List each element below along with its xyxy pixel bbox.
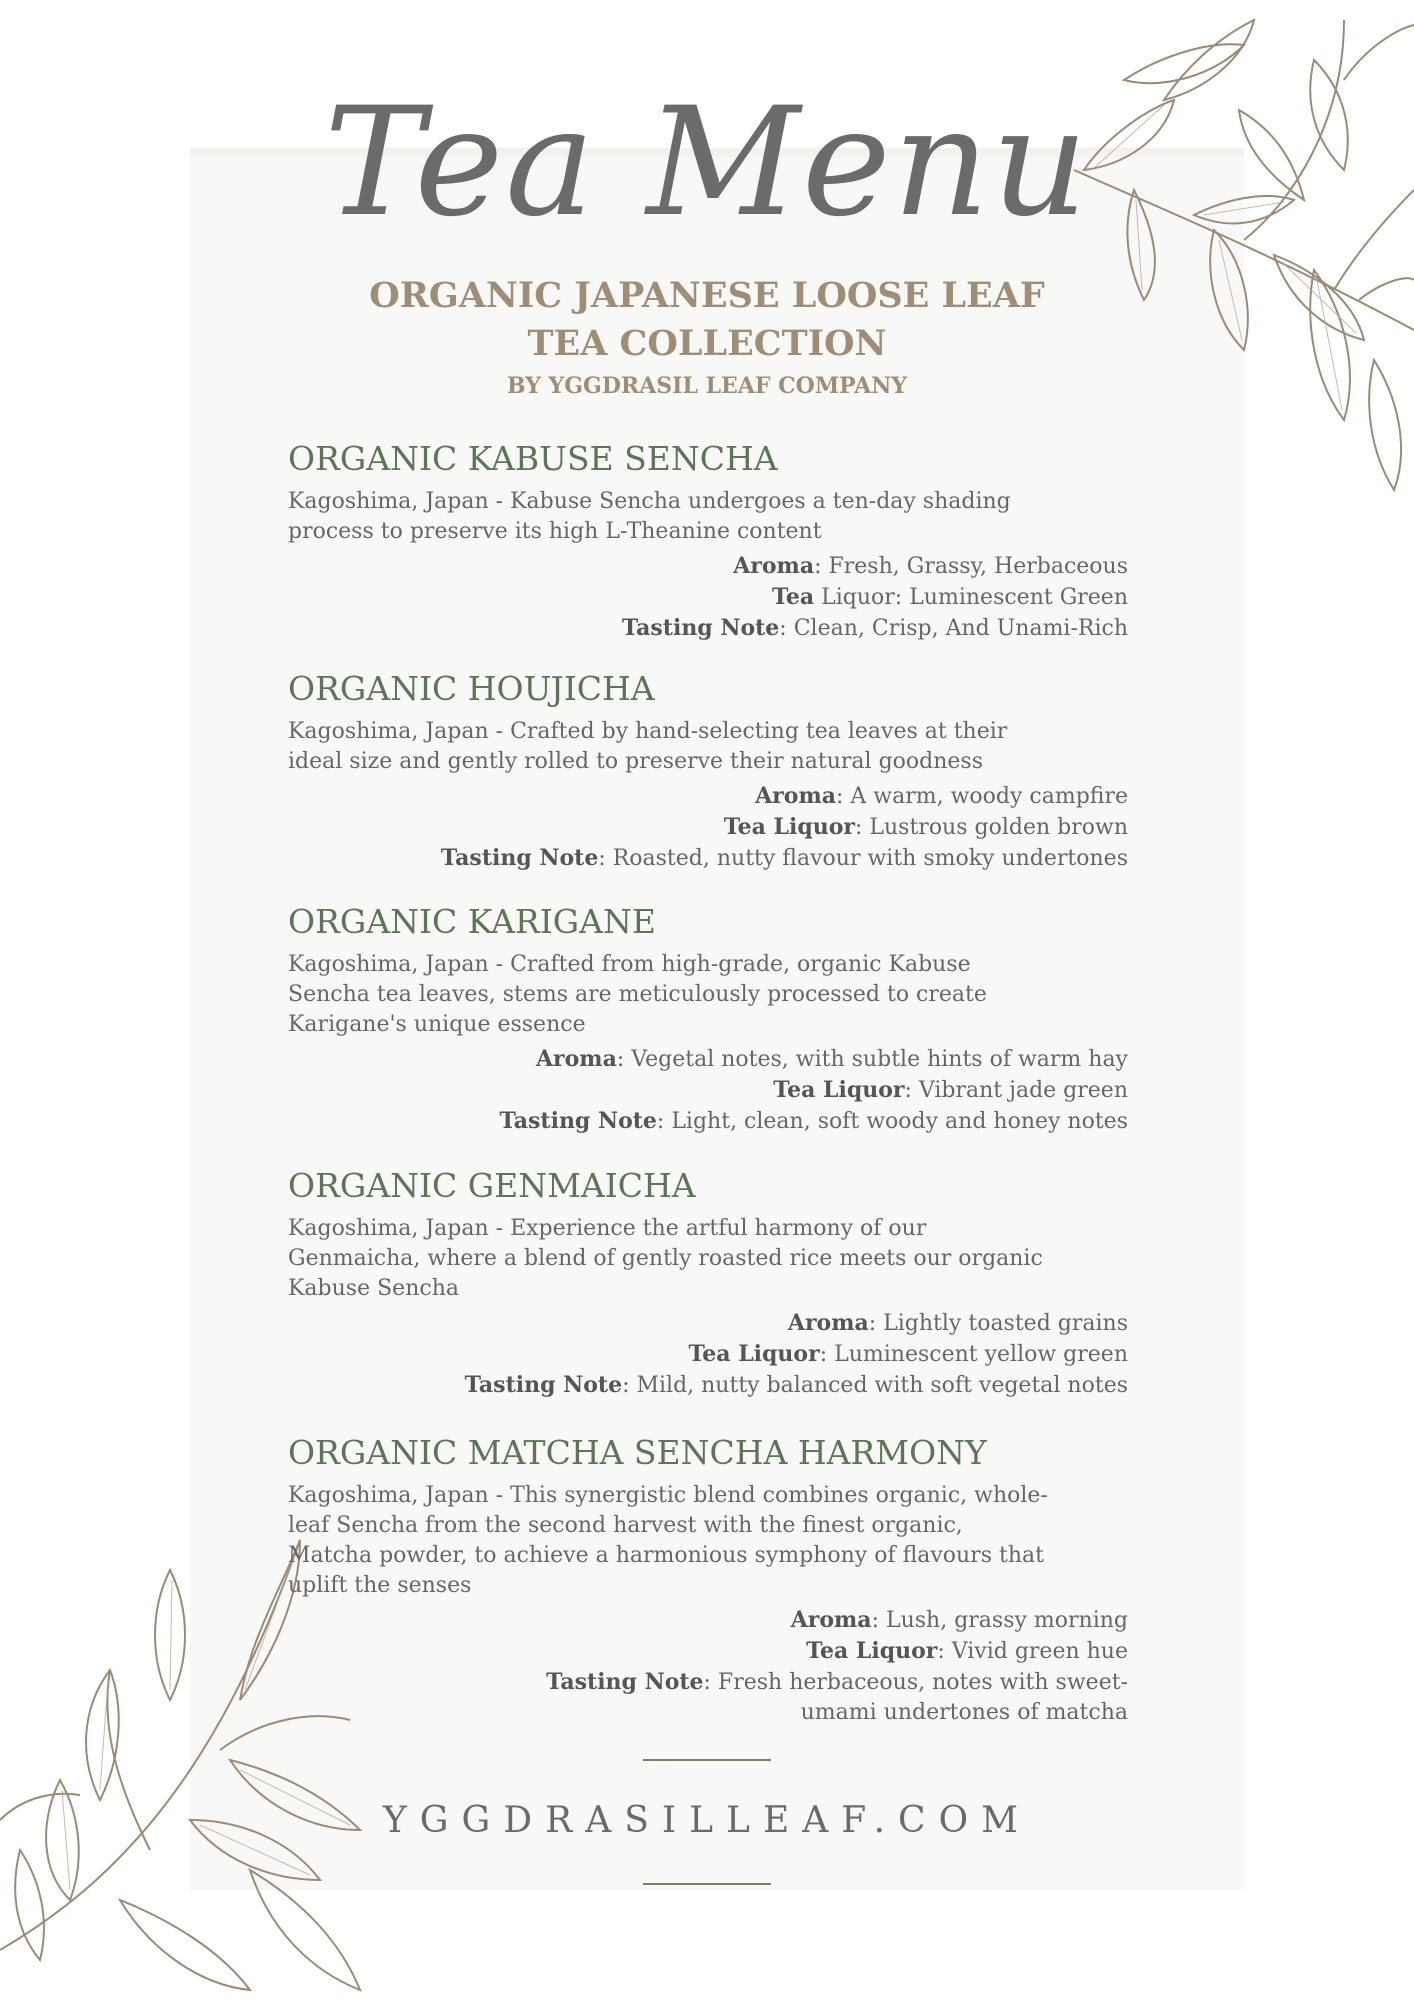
tea-notes xyxy=(288,1044,1128,1137)
liquor-value: Liquor: Luminescent Green xyxy=(814,585,1128,610)
aroma-value: : Fresh, Grassy, Herbaceous xyxy=(814,554,1128,579)
tea-description: Kagoshima, Japan - This synergistic blend combines organic, whole-leaf Sencha from the second harvest with the finest organic, Matcha powder, to achieve a harmonious symphony of flavours that uplift the senses xyxy=(288,1483,1048,1598)
liquor-line xyxy=(288,582,1128,613)
liquor-value: : Vivid green hue xyxy=(937,1639,1128,1664)
tasting-value: : Light, clean, soft woody and honey notes xyxy=(656,1109,1128,1134)
tea-name: ORGANIC KABUSE SENCHA xyxy=(288,439,778,478)
liquor-label: Tea Liquor xyxy=(723,814,855,840)
aroma-value: : A warm, woody campfire xyxy=(835,784,1128,809)
subtitle-line-1: ORGANIC JAPANESE LOOSE LEAF xyxy=(369,275,1045,316)
tea-name: ORGANIC KARIGANE xyxy=(288,902,656,941)
liquor-label: Tea xyxy=(772,584,815,610)
tasting-label: Tasting Note xyxy=(464,1372,623,1398)
aroma-label: Aroma xyxy=(787,1310,869,1336)
divider-bottom xyxy=(643,1883,771,1885)
tasting-line xyxy=(288,1667,1128,1728)
tasting-line xyxy=(288,1106,1128,1137)
aroma-label: Aroma xyxy=(755,783,836,809)
tasting-line xyxy=(288,1370,1128,1401)
tea-name: ORGANIC HOUJICHA xyxy=(288,669,655,708)
tasting-value: : Fresh herbaceous, notes with sweet-umami undertones of matcha xyxy=(703,1670,1128,1725)
tea-item-houjicha xyxy=(288,667,1128,874)
tea-name: ORGANIC MATCHA SENCHA HARMONY xyxy=(288,1433,987,1472)
aroma-label: Aroma xyxy=(790,1607,872,1633)
tea-name: ORGANIC GENMAICHA xyxy=(288,1166,696,1205)
company-byline: BY YGGDRASIL LEAF COMPANY xyxy=(506,373,908,399)
menu-title: Tea Menu xyxy=(324,76,1090,250)
tea-notes xyxy=(288,1605,1128,1728)
tea-description: Kagoshima, Japan - Crafted by hand-selecting tea leaves at their ideal size and gently rolled to preserve their natural goodness xyxy=(288,719,1008,774)
subtitle-line-2: TEA COLLECTION xyxy=(527,323,887,364)
tea-notes xyxy=(288,1308,1128,1401)
aroma-line xyxy=(288,1605,1128,1636)
liquor-value: : Luminescent yellow green xyxy=(819,1342,1128,1367)
aroma-line xyxy=(288,1044,1128,1075)
tasting-value: : Roasted, nutty flavour with smoky undertones xyxy=(598,846,1128,871)
liquor-value: : Vibrant jade green xyxy=(904,1078,1128,1103)
tea-description: Kagoshima, Japan - Crafted from high-grade, organic Kabuse Sencha tea leaves, stems are meticulously processed to create Karigane's unique essence xyxy=(288,952,987,1037)
liquor-value: : Lustrous golden brown xyxy=(854,815,1128,840)
collection-subtitle xyxy=(0,272,1414,368)
liquor-label: Tea Liquor xyxy=(688,1341,820,1367)
tea-item-kabuse-sencha xyxy=(288,437,1128,644)
liquor-line xyxy=(288,1339,1128,1370)
aroma-line xyxy=(288,781,1128,812)
tea-item-matcha-sencha-harmony xyxy=(288,1431,1128,1728)
tea-notes xyxy=(288,551,1128,644)
tasting-value: : Mild, nutty balanced with soft vegetal notes xyxy=(622,1373,1128,1398)
liquor-line xyxy=(288,812,1128,843)
aroma-value: : Lightly toasted grains xyxy=(868,1311,1128,1336)
tea-notes xyxy=(288,781,1128,874)
liquor-line xyxy=(288,1075,1128,1106)
aroma-value: : Lush, grassy morning xyxy=(871,1608,1128,1633)
liquor-line xyxy=(288,1636,1128,1667)
liquor-label: Tea Liquor xyxy=(773,1077,905,1103)
liquor-label: Tea Liquor xyxy=(806,1638,938,1664)
tea-description: Kagoshima, Japan - Experience the artful harmony of our Genmaicha, where a blend of gently roasted rice meets our organic Kabuse Sencha xyxy=(288,1216,1043,1301)
aroma-line xyxy=(288,551,1128,582)
tasting-line xyxy=(288,613,1128,644)
divider-top xyxy=(643,1759,771,1761)
aroma-line xyxy=(288,1308,1128,1339)
aroma-label: Aroma xyxy=(535,1046,617,1072)
aroma-label: Aroma xyxy=(733,553,815,579)
website-link[interactable]: YGGDRASILLEAF.COM xyxy=(383,1800,1031,1841)
tasting-label: Tasting Note xyxy=(546,1669,704,1695)
tea-item-karigane xyxy=(288,900,1128,1137)
tea-description: Kagoshima, Japan - Kabuse Sencha undergoes a ten-day shading process to preserve its high L-Theanine content xyxy=(288,489,1011,544)
tasting-value: : Clean, Crisp, And Unami-Rich xyxy=(779,616,1128,641)
tasting-line xyxy=(288,843,1128,874)
tasting-label: Tasting Note xyxy=(499,1108,657,1134)
tasting-label: Tasting Note xyxy=(621,615,780,641)
tasting-label: Tasting Note xyxy=(440,845,599,871)
aroma-value: : Vegetal notes, with subtle hints of warm hay xyxy=(616,1047,1128,1072)
tea-item-genmaicha xyxy=(288,1164,1128,1401)
